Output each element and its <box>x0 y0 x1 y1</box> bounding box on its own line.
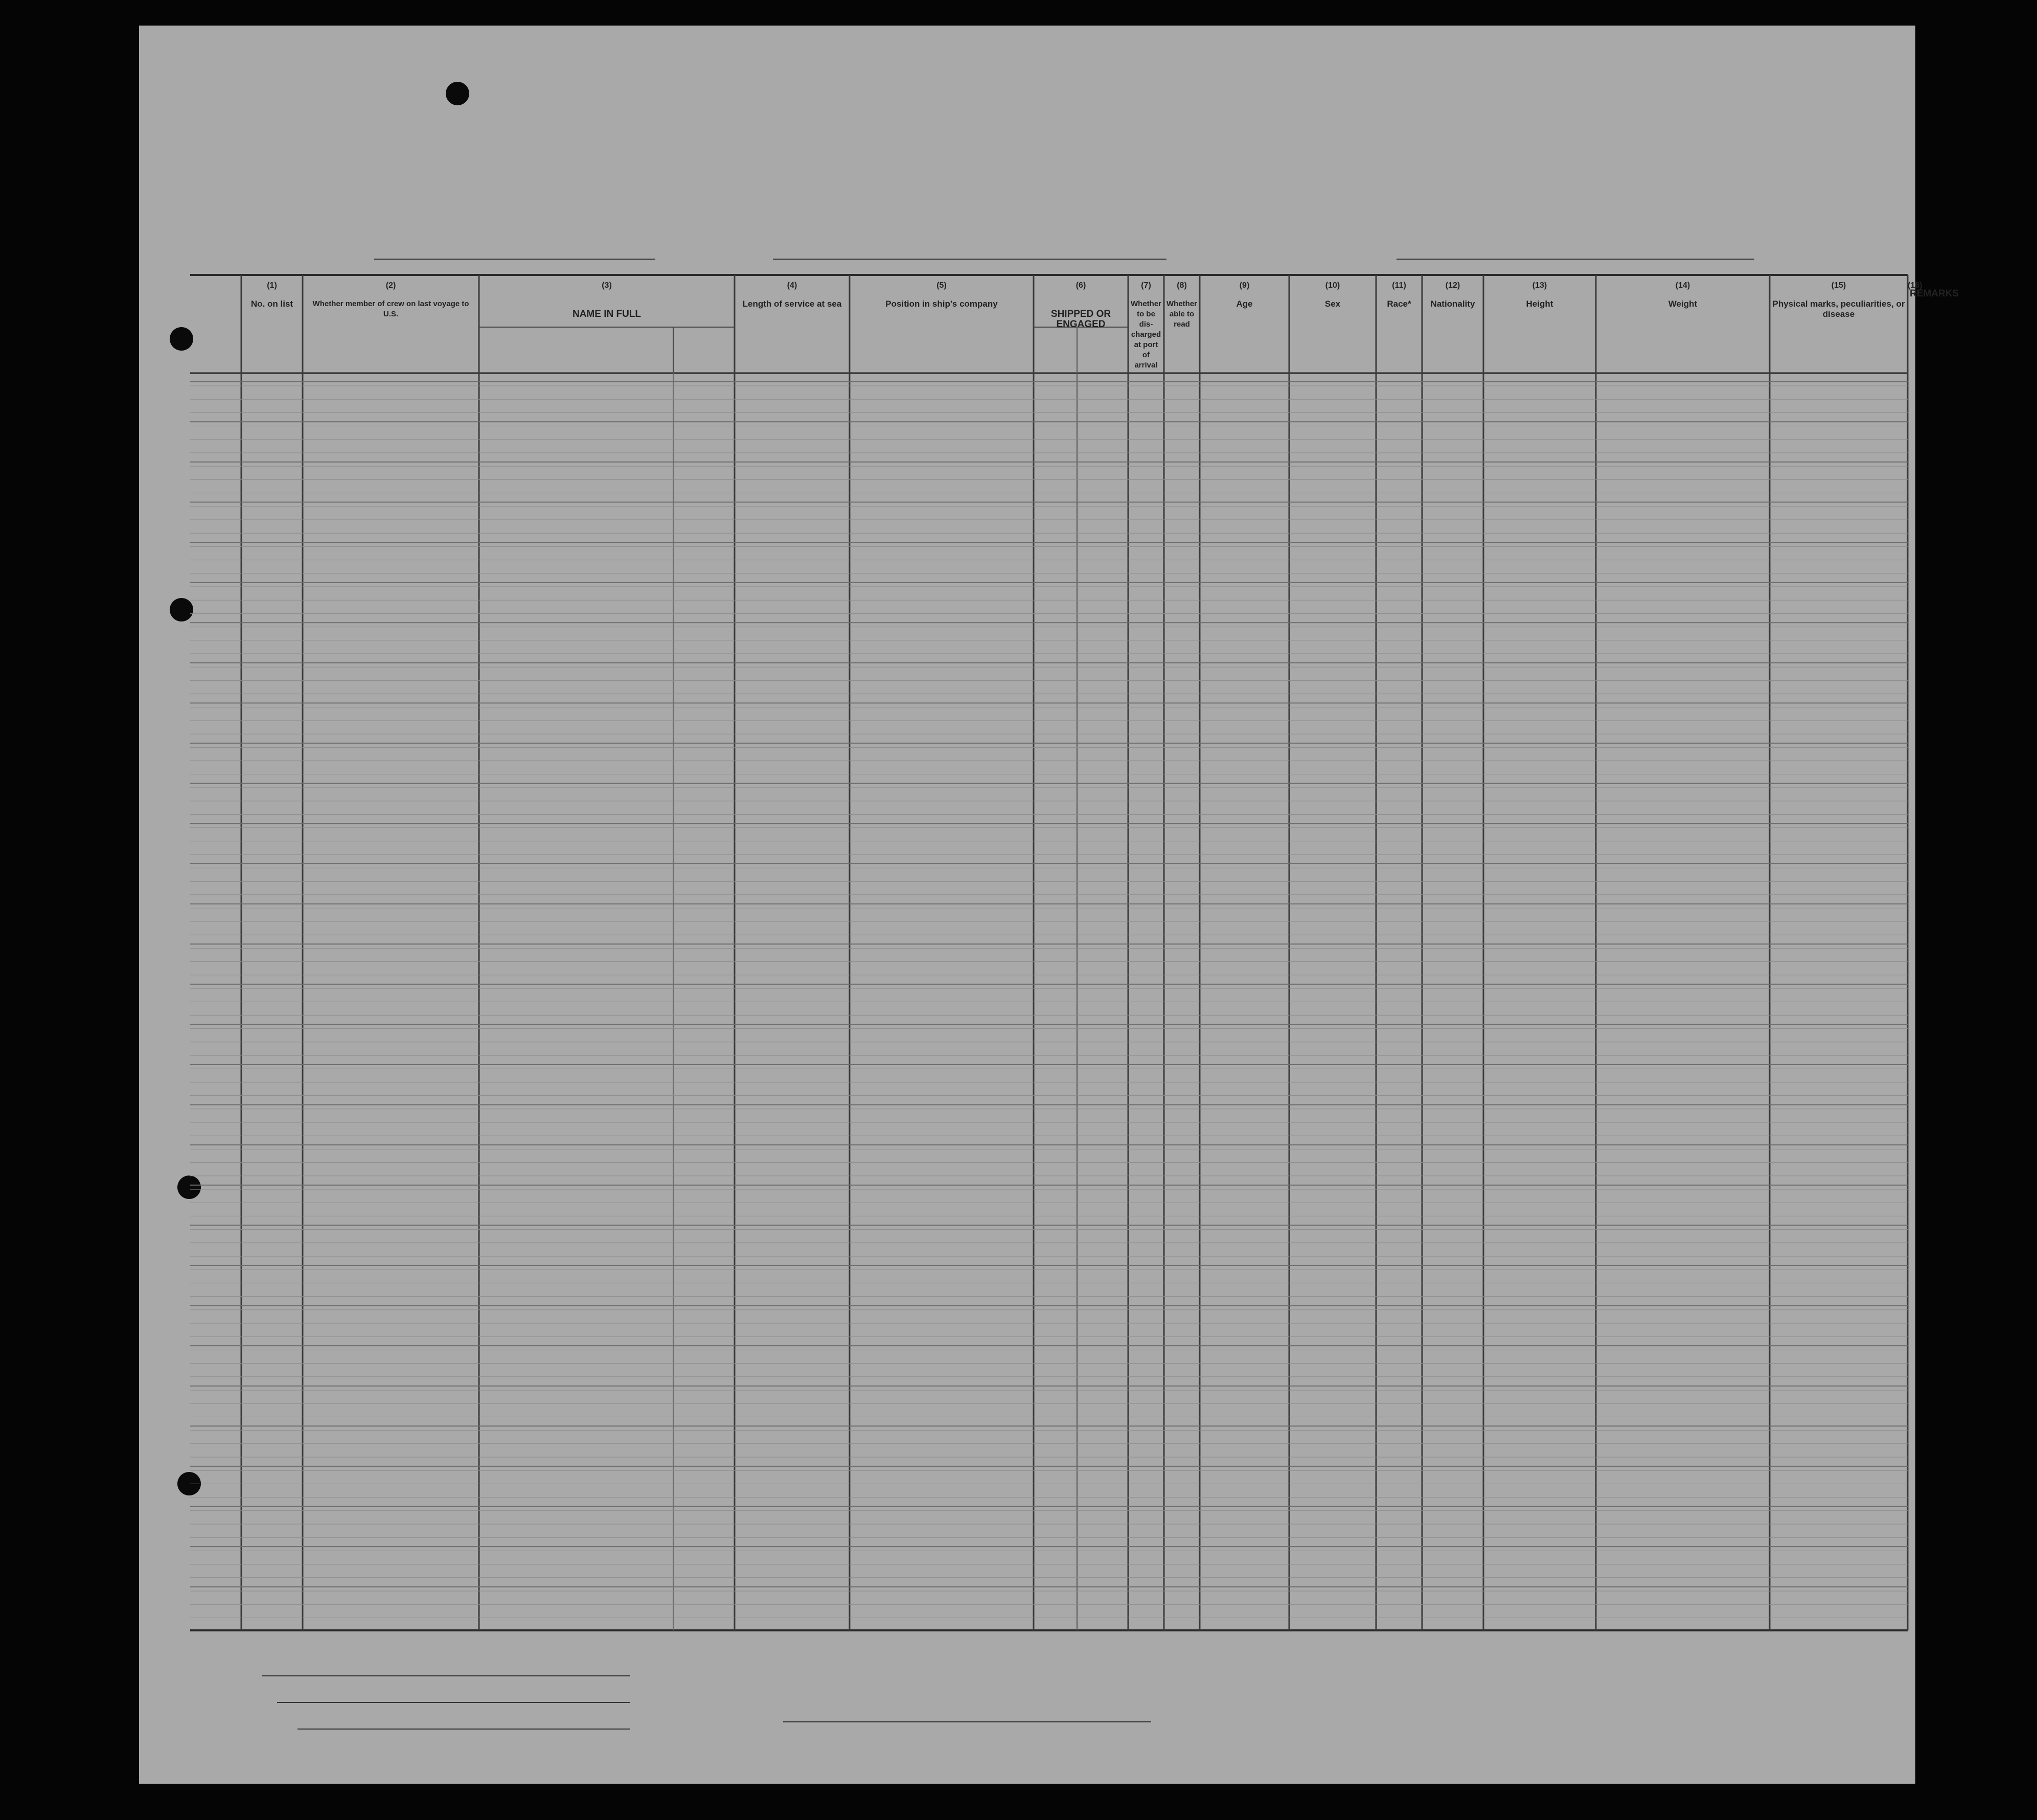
column-header-9: Age <box>1236 299 1253 309</box>
column-header-12: Nationality <box>1430 299 1475 309</box>
column-number-14: (14) <box>1675 281 1690 290</box>
column-header-4: Length of service at sea <box>742 299 842 309</box>
column-header-5: Position in ship's company <box>885 299 998 309</box>
column-header-7: Whether to be dis-charged at port of arrival <box>1131 300 1161 370</box>
punch-hole <box>177 1176 201 1199</box>
column-header-8: Whether able to read <box>1166 300 1197 329</box>
column-number-2: (2) <box>385 281 396 290</box>
column-number-9: (9) <box>1239 281 1250 290</box>
footer-agents-underline <box>297 1729 630 1730</box>
column-number-13: (13) <box>1532 281 1547 290</box>
column-header-16: REMARKS <box>1910 288 1959 299</box>
column-number-16: (16) <box>1908 281 1922 290</box>
column-header-3: NAME IN FULL <box>572 309 642 319</box>
column-header-6: SHIPPED OR ENGAGED <box>1050 309 1111 330</box>
column-header-10: Sex <box>1324 299 1341 309</box>
column-number-5: (5) <box>936 281 947 290</box>
vessel-line <box>139 220 1915 266</box>
vessel-underline <box>374 259 655 260</box>
column-number-8: (8) <box>1177 281 1187 290</box>
punch-hole <box>446 82 469 105</box>
column-number-7: (7) <box>1141 281 1151 290</box>
column-number-10: (10) <box>1325 281 1340 290</box>
column-number-12: (12) <box>1445 281 1460 290</box>
signature-underline <box>783 1721 1151 1722</box>
column-header-14: Weight <box>1668 299 1698 309</box>
column-number-15: (15) <box>1831 281 1846 290</box>
footer-line-underline <box>262 1675 630 1676</box>
manifest-sheet <box>139 26 1959 1784</box>
column-header-2: Whether member of crew on last voyage to U.S. <box>312 300 469 318</box>
column-header-15: Physical marks, peculiarities, or disease <box>1772 299 1905 319</box>
column-header-1: No. on list <box>250 299 293 309</box>
footer-owners-underline <box>277 1702 630 1703</box>
column-number-11: (11) <box>1392 281 1406 290</box>
column-number-4: (4) <box>787 281 797 290</box>
punch-hole <box>177 1472 201 1495</box>
from-port-underline <box>1397 259 1754 260</box>
column-header-11: Race* <box>1387 299 1411 309</box>
form-subtitle <box>231 148 1867 152</box>
column-number-1: (1) <box>267 281 277 290</box>
punch-hole <box>170 598 193 621</box>
arriving-underline <box>773 259 1166 260</box>
column-number-3: (3) <box>602 281 612 290</box>
column-number-6: (6) <box>1075 281 1086 290</box>
punch-hole <box>170 327 193 351</box>
column-header-13: Height <box>1526 299 1553 309</box>
